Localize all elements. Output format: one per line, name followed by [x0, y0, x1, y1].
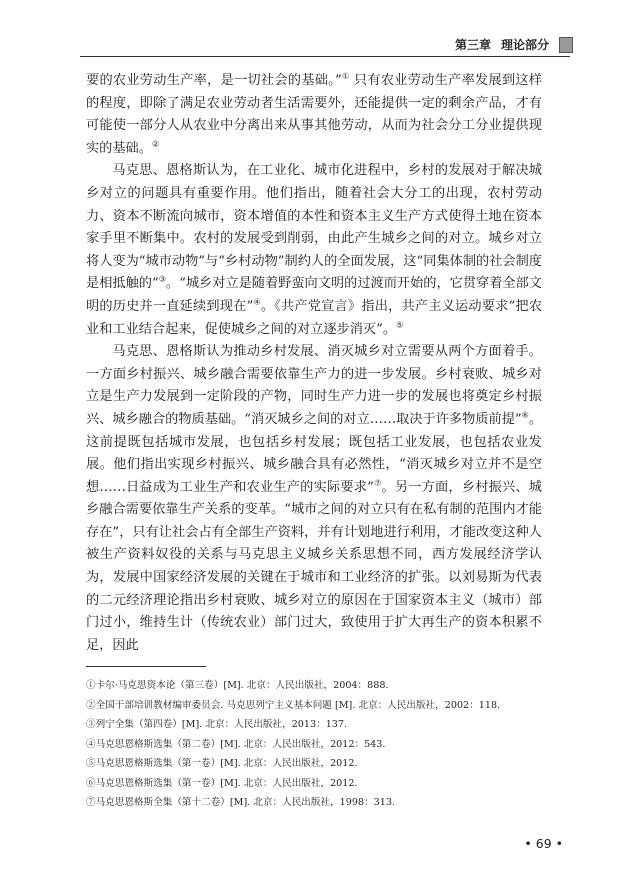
footnote-ref: ⑤ — [396, 320, 404, 330]
paragraph — [86, 341, 542, 657]
paragraph — [86, 160, 542, 341]
body-text — [86, 70, 542, 657]
paragraph-text: 。《共产党宣言》指出，共产主义运动要求“把农业和工业结合起来，促使城乡之间的对立逐步消灭”。 — [86, 298, 543, 337]
footnote: ④马克思恩格斯选集（第二卷）[M]. 北京：人民出版社，2012：543. — [86, 738, 386, 750]
header-marker — [559, 37, 573, 53]
footnote-rule — [86, 666, 206, 667]
footnote-ref: ④ — [253, 297, 261, 307]
footnote-ref: ⑥ — [521, 410, 529, 420]
paragraph-text: 马克思、恩格斯认为推动乡村发展、消灭城乡对立需要从两个方面着手。一方面乡村振兴、城乡融合需要依靠生产力的进一步发展。乡村衰败、城乡对立是生产力发展到一定阶段的产物，同时生产力进一步的发展也将奠定乡村振兴、城乡融合的物质基础。“消灭城乡之间的对立……取决于许多物质前提” — [86, 344, 542, 427]
footnote: ⑥马克思恩格斯选集（第一卷）[M]. 北京：人民出版社，2012. — [86, 777, 358, 789]
page-number: • 69 • — [524, 836, 563, 851]
running-header — [455, 36, 573, 53]
footnote: ③列宁全集（第四卷）[M]. 北京：人民出版社，2013：137. — [86, 719, 348, 730]
paragraph — [86, 70, 542, 160]
footnote: ⑦马克思恩格斯全集（第十二卷）[M]. 北京：人民出版社，1998：313. — [86, 797, 396, 808]
footnote: ⑤马克思恩格斯选集（第一卷）[M]. 北京：人民出版社，2012. — [86, 758, 358, 769]
footnote: ②全国干部培训教材编审委员会. 马克思列宁主义基本问题 [M]. 北京：人民出版社，2002：118. — [86, 699, 501, 711]
chapter-label: 第三章 — [454, 38, 491, 52]
footnote-ref: ③ — [158, 274, 166, 284]
section-label: 理论部分 — [500, 38, 549, 52]
footnote: ①卡尔·马克思资本论（第三卷）[M]. 北京：人民出版社，2004：888. — [86, 680, 389, 691]
paragraph-text: 。“城乡对立是随着野蛮向文明的过渡而开始的，它贯穿着全部文明的历史并一直延续到现在” — [86, 276, 542, 314]
footnote-ref: ① — [341, 71, 350, 81]
paragraph-text: 马克思、恩格斯认为，在工业化、城市化进程中，乡村的发展对于解决城乡对立的问题具有重要作用。他们指出，随着社会大分工的出现，农村劳动力、资本不断流向城市，资本增值的本性和资本主义生产方式使得土地在资本家手里不断集中。农村的发展受到削弱，由此产生城乡之间的对立。城乡对立将人变为“城市动物”与“乡村动物”制约人的全面发展，这“同集体制的社会制度是相抵触的” — [86, 163, 542, 292]
paragraph-text: 。另一方面，乡村振兴、城乡融合需要依靠生产关系的变革。“城市之间的对立只有在私有制的范围内才能存在”，只有让社会占有全部生产资料，并有计划地进行利用，才能改变这种人被生产资料奴役的关系与马克思主义城乡关系思想不同，西方发展经济学认为，发展中国家经济发展的关键在于城市和工业经济的扩张。以刘易斯为代表的二元经济理论指出乡村衰败、城乡对立的原因在于国家资本主义（城市）部门过小，维持生计（传统农业）部门过大，致使用于扩大再生产的资本积累不足，因此 — [86, 479, 542, 653]
paragraph-text: 要的农业劳动生产率，是一切社会的基础。” — [86, 73, 342, 88]
paragraph-text: 。这前提既包括城市发展，也包括乡村发展；既包括工业发展，也包括农业发展。他们指出实现乡村振兴、城乡融合具有必然性，“消灭城乡对立并不是空想……日益成为工业生产和农业生产的实际要求” — [86, 411, 543, 495]
footnotes — [86, 676, 546, 813]
paragraph-text: 只有农业劳动生产率发展到这样的程度，即除了满足农业劳动者生活需要外，还能提供一定的剩余产品，才有可能使一部分人从农业中分离出来从事其他劳动，从而为社会分工分业提供现实的基础。 — [86, 73, 542, 156]
footnote-ref: ② — [151, 139, 160, 149]
header-rule — [80, 56, 570, 57]
footnote-ref: ⑦ — [373, 478, 382, 488]
